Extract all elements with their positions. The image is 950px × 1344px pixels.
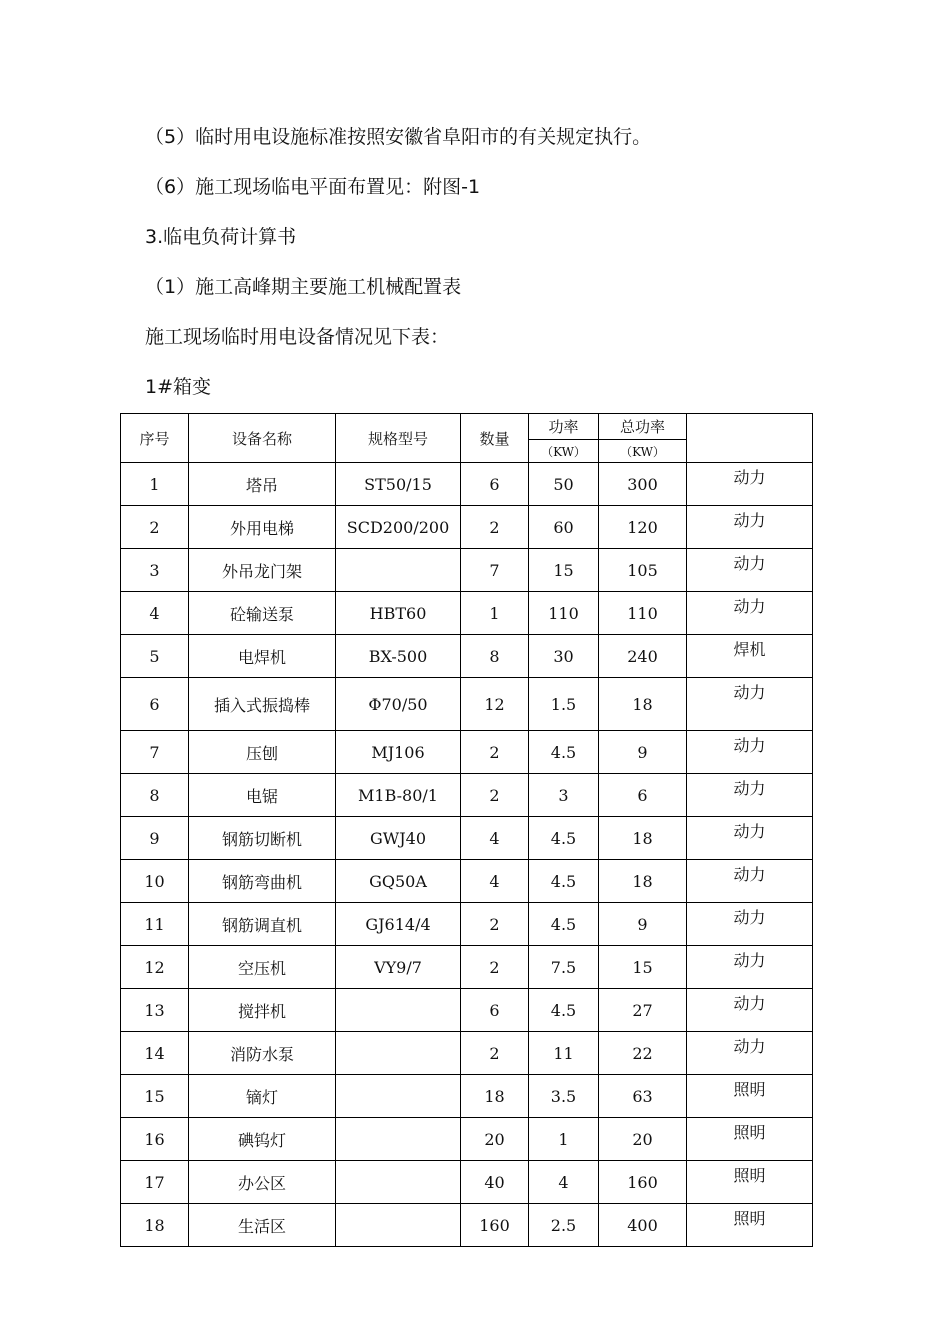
cell-total-power: 160 <box>599 1161 687 1204</box>
cell-equipment-name: 钢筋切断机 <box>189 817 336 860</box>
cell-model <box>336 1161 461 1204</box>
cell-quantity: 2 <box>461 774 529 817</box>
cell-total-power: 9 <box>599 731 687 774</box>
table-row <box>121 1075 813 1118</box>
equipment-table <box>120 413 813 1247</box>
cell-model <box>336 1118 461 1161</box>
cell-quantity: 2 <box>461 946 529 989</box>
table-row <box>121 678 813 731</box>
cell-equipment-name: 塔吊 <box>189 463 336 506</box>
cell-equipment-name: 钢筋弯曲机 <box>189 860 336 903</box>
cell-load-type: 动力 <box>687 506 813 549</box>
cell-load-type: 照明 <box>687 1161 813 1204</box>
cell-power: 60 <box>529 506 599 549</box>
cell-quantity: 4 <box>461 860 529 903</box>
cell-seq: 13 <box>121 989 189 1032</box>
table-intro-text: 施工现场临时用电设备情况见下表： <box>145 326 450 348</box>
cell-equipment-name: 插入式振捣棒 <box>189 678 336 731</box>
cell-total-power: 15 <box>599 946 687 989</box>
cell-seq: 6 <box>121 678 189 731</box>
cell-power: 3 <box>529 774 599 817</box>
cell-total-power: 120 <box>599 506 687 549</box>
header-seq: 序号 <box>121 414 189 463</box>
cell-total-power: 300 <box>599 463 687 506</box>
cell-seq: 2 <box>121 506 189 549</box>
cell-equipment-name: 生活区 <box>189 1204 336 1247</box>
cell-quantity: 4 <box>461 817 529 860</box>
cell-load-type: 照明 <box>687 1075 813 1118</box>
cell-model <box>336 1204 461 1247</box>
table-row <box>121 774 813 817</box>
cell-seq: 8 <box>121 774 189 817</box>
cell-model: GWJ40 <box>336 817 461 860</box>
cell-seq: 16 <box>121 1118 189 1161</box>
header-power: 功率 <box>529 414 599 440</box>
cell-quantity: 2 <box>461 506 529 549</box>
cell-quantity: 2 <box>461 1032 529 1075</box>
cell-seq: 3 <box>121 549 189 592</box>
cell-load-type: 照明 <box>687 1118 813 1161</box>
cell-load-type: 照明 <box>687 1204 813 1247</box>
cell-quantity: 40 <box>461 1161 529 1204</box>
cell-seq: 5 <box>121 635 189 678</box>
table-row <box>121 635 813 678</box>
section-heading: 3.临电负荷计算书 <box>145 226 297 248</box>
cell-seq: 1 <box>121 463 189 506</box>
cell-quantity: 7 <box>461 549 529 592</box>
cell-power: 4.5 <box>529 817 599 860</box>
header-qty: 数量 <box>461 414 529 463</box>
cell-equipment-name: 电焊机 <box>189 635 336 678</box>
cell-equipment-name: 外用电梯 <box>189 506 336 549</box>
cell-model <box>336 1032 461 1075</box>
table-row <box>121 506 813 549</box>
cell-model: Φ70/50 <box>336 678 461 731</box>
table-row <box>121 817 813 860</box>
cell-total-power: 20 <box>599 1118 687 1161</box>
cell-load-type: 动力 <box>687 860 813 903</box>
table-caption: 1#箱变 <box>145 376 212 398</box>
cell-equipment-name: 搅拌机 <box>189 989 336 1032</box>
table-row <box>121 989 813 1032</box>
cell-equipment-name: 砼输送泵 <box>189 592 336 635</box>
cell-load-type: 动力 <box>687 817 813 860</box>
cell-quantity: 20 <box>461 1118 529 1161</box>
cell-equipment-name: 电锯 <box>189 774 336 817</box>
cell-model: GQ50A <box>336 860 461 903</box>
cell-seq: 9 <box>121 817 189 860</box>
table-row <box>121 1204 813 1247</box>
cell-load-type: 动力 <box>687 592 813 635</box>
cell-load-type: 动力 <box>687 903 813 946</box>
cell-power: 1.5 <box>529 678 599 731</box>
cell-total-power: 110 <box>599 592 687 635</box>
table-row <box>121 592 813 635</box>
cell-equipment-name: 碘钨灯 <box>189 1118 336 1161</box>
cell-load-type: 动力 <box>687 731 813 774</box>
cell-load-type: 动力 <box>687 774 813 817</box>
table-row <box>121 1032 813 1075</box>
table-row <box>121 549 813 592</box>
cell-seq: 18 <box>121 1204 189 1247</box>
cell-power: 4 <box>529 1161 599 1204</box>
table-row <box>121 946 813 989</box>
cell-model: BX-500 <box>336 635 461 678</box>
cell-load-type: 动力 <box>687 989 813 1032</box>
cell-seq: 17 <box>121 1161 189 1204</box>
header-name: 设备名称 <box>189 414 336 463</box>
cell-power: 3.5 <box>529 1075 599 1118</box>
cell-quantity: 1 <box>461 592 529 635</box>
table-row <box>121 903 813 946</box>
cell-equipment-name: 办公区 <box>189 1161 336 1204</box>
table-row <box>121 731 813 774</box>
header-power-unit: （KW） <box>529 440 599 463</box>
cell-total-power: 6 <box>599 774 687 817</box>
table-row <box>121 1118 813 1161</box>
cell-quantity: 12 <box>461 678 529 731</box>
cell-total-power: 105 <box>599 549 687 592</box>
table-row <box>121 1161 813 1204</box>
cell-quantity: 8 <box>461 635 529 678</box>
cell-load-type: 动力 <box>687 678 813 731</box>
cell-model: M1B-80/1 <box>336 774 461 817</box>
cell-load-type: 动力 <box>687 946 813 989</box>
cell-power: 4.5 <box>529 903 599 946</box>
cell-seq: 14 <box>121 1032 189 1075</box>
cell-model: ST50/15 <box>336 463 461 506</box>
header-total-power: 总功率 <box>599 414 687 440</box>
cell-total-power: 18 <box>599 860 687 903</box>
cell-power: 7.5 <box>529 946 599 989</box>
cell-quantity: 2 <box>461 903 529 946</box>
cell-power: 4.5 <box>529 989 599 1032</box>
cell-equipment-name: 镝灯 <box>189 1075 336 1118</box>
cell-equipment-name: 外吊龙门架 <box>189 549 336 592</box>
cell-equipment-name: 压刨 <box>189 731 336 774</box>
header-type <box>687 414 813 463</box>
cell-equipment-name: 钢筋调直机 <box>189 903 336 946</box>
cell-power: 4.5 <box>529 860 599 903</box>
cell-load-type: 动力 <box>687 1032 813 1075</box>
cell-seq: 7 <box>121 731 189 774</box>
cell-model: GJ614/4 <box>336 903 461 946</box>
cell-quantity: 2 <box>461 731 529 774</box>
cell-load-type: 动力 <box>687 549 813 592</box>
cell-total-power: 240 <box>599 635 687 678</box>
cell-total-power: 9 <box>599 903 687 946</box>
cell-total-power: 27 <box>599 989 687 1032</box>
cell-seq: 4 <box>121 592 189 635</box>
cell-power: 110 <box>529 592 599 635</box>
cell-model <box>336 1075 461 1118</box>
equipment-table-body <box>121 463 813 1247</box>
cell-model: SCD200/200 <box>336 506 461 549</box>
cell-seq: 12 <box>121 946 189 989</box>
cell-power: 15 <box>529 549 599 592</box>
cell-model: MJ106 <box>336 731 461 774</box>
cell-total-power: 63 <box>599 1075 687 1118</box>
cell-power: 50 <box>529 463 599 506</box>
cell-total-power: 18 <box>599 817 687 860</box>
cell-quantity: 18 <box>461 1075 529 1118</box>
cell-load-type: 动力 <box>687 463 813 506</box>
cell-quantity: 6 <box>461 989 529 1032</box>
table-row <box>121 860 813 903</box>
cell-model <box>336 989 461 1032</box>
cell-power: 11 <box>529 1032 599 1075</box>
cell-equipment-name: 空压机 <box>189 946 336 989</box>
cell-power: 4.5 <box>529 731 599 774</box>
cell-seq: 11 <box>121 903 189 946</box>
header-model: 规格型号 <box>336 414 461 463</box>
paragraph-item-6: （6）施工现场临电平面布置见：附图-1 <box>145 176 481 198</box>
cell-load-type: 焊机 <box>687 635 813 678</box>
cell-power: 2.5 <box>529 1204 599 1247</box>
cell-model: HBT60 <box>336 592 461 635</box>
cell-total-power: 22 <box>599 1032 687 1075</box>
cell-model <box>336 549 461 592</box>
cell-quantity: 160 <box>461 1204 529 1247</box>
subsection-heading: （1）施工高峰期主要施工机械配置表 <box>145 276 462 298</box>
header-total-power-unit: （KW） <box>599 440 687 463</box>
paragraph-item-5: （5）临时用电设施标准按照安徽省阜阳市的有关规定执行。 <box>145 126 652 148</box>
table-row <box>121 463 813 506</box>
cell-seq: 10 <box>121 860 189 903</box>
cell-power: 30 <box>529 635 599 678</box>
cell-total-power: 400 <box>599 1204 687 1247</box>
cell-quantity: 6 <box>461 463 529 506</box>
cell-power: 1 <box>529 1118 599 1161</box>
cell-total-power: 18 <box>599 678 687 731</box>
cell-equipment-name: 消防水泵 <box>189 1032 336 1075</box>
cell-model: VY9/7 <box>336 946 461 989</box>
cell-seq: 15 <box>121 1075 189 1118</box>
